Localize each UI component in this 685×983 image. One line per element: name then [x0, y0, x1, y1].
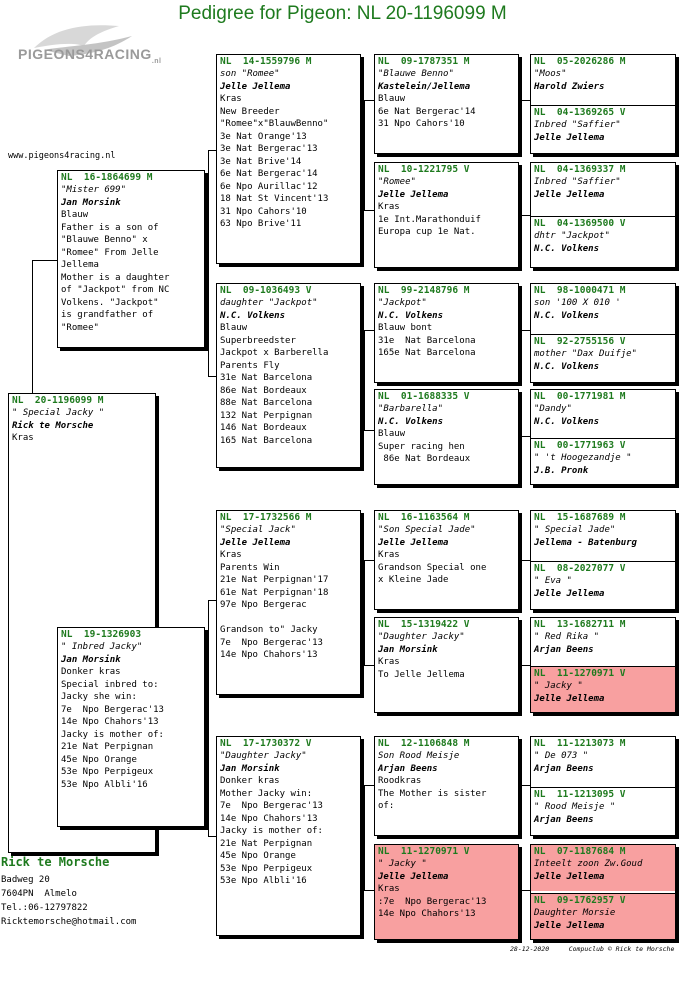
connector-line	[208, 150, 216, 151]
info-line: "Romee"	[61, 322, 99, 333]
owner-name: Arjan Beens	[534, 814, 594, 825]
ancestor-pair-card[interactable]	[530, 283, 676, 383]
info-line: Volkens. "Jackpot"	[61, 297, 159, 308]
ring-number: NL 17-1730372 V	[220, 738, 312, 749]
owner-name: Harold Zwiers	[534, 81, 605, 92]
pigeon-name: "Moos"	[534, 69, 567, 79]
info-line: Jacky is mother of:	[61, 729, 164, 740]
ring-number: NL 00-1771963 V	[534, 440, 626, 451]
info-line: Kras	[220, 550, 242, 560]
info-line: Superbreedster	[220, 335, 296, 346]
great-grandparent-card[interactable]	[374, 736, 519, 836]
pigeon-name: Inbred "Saffier"	[534, 120, 621, 130]
info-line: 21e Nat Perpignan'17	[220, 575, 329, 585]
info-line: Kras	[378, 550, 400, 560]
info-line: 14e Npo Chahors'13	[220, 650, 318, 660]
great-grandparent-card[interactable]	[374, 162, 519, 268]
great-grandparent-card[interactable]	[374, 617, 519, 713]
info-line: 165e Nat Barcelona	[378, 348, 476, 358]
owner-name: N.C. Volkens	[220, 310, 286, 321]
info-line: 7e Npo Bergerac'13	[220, 801, 323, 811]
info-line: Jellema	[61, 260, 99, 270]
owner-name: Jelle Jellema	[534, 693, 605, 704]
ring-number: NL 11-1270971 V	[378, 846, 470, 857]
info-line: Parents Fly	[220, 360, 280, 371]
info-line: Roodkras	[378, 776, 422, 786]
owner-name: Jan Morsink	[220, 763, 280, 774]
ancestor-entry[interactable]	[531, 105, 675, 153]
ancestor-pair-card[interactable]	[530, 736, 676, 836]
info-line: Mother is a daughter	[61, 272, 170, 283]
info-line: Blauw	[220, 323, 248, 333]
pigeon-name: "Daughter Jacky"	[378, 632, 465, 642]
ancestor-pair-card[interactable]	[530, 617, 676, 713]
pigeon-name: "Dandy"	[534, 404, 572, 414]
info-line: 21e Nat Perpignan	[61, 742, 154, 752]
connector-line	[208, 376, 216, 377]
pigeon-name: son "Romee"	[220, 69, 280, 79]
pigeon-name: " Red Rika "	[534, 632, 600, 642]
connector-line	[364, 785, 374, 786]
ring-number: NL 08-2027077 V	[534, 563, 626, 574]
great-grandparent-card[interactable]	[374, 389, 519, 485]
info-line: 21e Nat Perpignan	[220, 838, 313, 849]
info-line: 132 Nat Perpignan	[220, 410, 313, 421]
pigeon-name: "Son Special Jade"	[378, 525, 476, 535]
connector-line	[522, 436, 530, 437]
breeder-city: 7604PN Almelo	[1, 889, 77, 899]
great-grandparent-card[interactable]	[374, 283, 519, 383]
connector-line	[522, 890, 530, 891]
info-line: of:	[378, 801, 395, 811]
great-grandparent-card[interactable]	[374, 510, 519, 610]
connector-line	[522, 560, 530, 561]
ring-number: NL 01-1688335 V	[378, 391, 470, 402]
owner-name: N.C. Volkens	[534, 416, 600, 427]
owner-name: Jelle Jellema	[378, 537, 449, 548]
ancestor-pair-card[interactable]	[530, 389, 676, 485]
owner-name: Jelle Jellema	[534, 132, 605, 143]
info-line: 31e Nat Barcelona	[378, 335, 476, 346]
ring-number: NL 12-1106848 M	[378, 738, 470, 749]
info-line: Jackpot x Barberella	[220, 348, 329, 358]
connector-line	[208, 600, 209, 836]
info-line: Kras	[378, 202, 400, 212]
owner-name: Arjan Beens	[378, 763, 438, 774]
pigeon-name: "Mister 699"	[61, 185, 127, 195]
ring-number: NL 09-1036493 V	[220, 285, 312, 296]
info-line: Father is a son of	[61, 222, 159, 233]
ring-number: NL 15-1687689 M	[534, 512, 626, 523]
info-line: Super racing hen	[378, 441, 465, 452]
connector-line	[364, 560, 374, 561]
pigeon-name: " De 073 "	[534, 751, 589, 761]
owner-name: Jelle Jellema	[378, 871, 449, 882]
owner-name: N.C. Volkens	[378, 310, 444, 321]
ancestor-entry[interactable]	[531, 845, 675, 891]
connector-line	[32, 260, 33, 393]
ring-number: NL 11-1213095 V	[534, 789, 626, 800]
info-line: of "Jackpot" from NC	[61, 285, 170, 295]
connector-line	[364, 210, 374, 211]
ring-number: NL 11-1213073 M	[534, 738, 626, 749]
info-line: Kras	[378, 884, 400, 894]
info-line: 14e Npo Chahors'13	[378, 909, 476, 919]
ring-number: NL 16-1864699 M	[61, 172, 153, 183]
pigeon-name: " Special Jade"	[534, 525, 616, 535]
info-line: x Kleine Jade	[378, 575, 449, 585]
info-line: Blauw	[61, 210, 89, 220]
info-line: 3e Nat Brive'14	[220, 156, 302, 167]
info-line: Grandson Special one	[378, 562, 487, 573]
ancestor-entry[interactable]	[531, 561, 675, 609]
pigeon-name: Inbred "Saffier"	[534, 177, 621, 187]
info-line: 86e Nat Bordeaux	[220, 385, 307, 396]
owner-name: Jelle Jellema	[534, 588, 605, 599]
info-line: 31 Npo Cahors'10	[378, 119, 465, 129]
info-line: 45e Npo Orange	[61, 754, 137, 765]
ring-number: NL 17-1732566 M	[220, 512, 312, 523]
connector-line	[208, 150, 209, 376]
connector-line	[522, 330, 530, 331]
grandparent-card[interactable]	[216, 510, 361, 695]
pigeon-name: " Rood Meisje "	[534, 802, 616, 812]
ring-number: NL 15-1319422 V	[378, 619, 470, 630]
pigeon-name: "Romee"	[378, 177, 416, 187]
ancestor-pair-card[interactable]	[530, 54, 676, 154]
connector-line	[522, 785, 530, 786]
pigeon-name: Daughter Morsie	[534, 908, 616, 918]
info-line: 6e Nat Bergerac'14	[220, 169, 318, 179]
ring-number: NL 20-1196099 M	[12, 395, 104, 406]
info-line: Grandson to" Jacky	[220, 625, 318, 635]
connector-line	[208, 600, 216, 601]
ancestor-entry[interactable]	[531, 787, 675, 835]
connector-line	[364, 330, 365, 430]
pigeon-name: son '100 X 010 '	[534, 298, 621, 308]
ring-number: NL 19-1326903	[61, 629, 142, 640]
ring-number: NL 16-1163564 M	[378, 512, 470, 523]
ring-number: NL 11-1270971 V	[534, 668, 626, 679]
ancestor-pair-card[interactable]	[530, 510, 676, 610]
info-line: Kras	[220, 94, 242, 104]
ring-number: NL 04-1369265 V	[534, 107, 626, 118]
info-line: 3e Nat Orange'13	[220, 131, 307, 142]
ring-number: NL 00-1771981 M	[534, 391, 626, 402]
ring-number: NL 98-1000471 M	[534, 285, 626, 296]
info-line: 7e Npo Bergerac'13	[220, 637, 323, 648]
info-line: "Blauwe Benno" x	[61, 235, 148, 245]
owner-name: Rick te Morsche	[12, 420, 94, 431]
connector-line	[522, 215, 530, 216]
connector-line	[32, 260, 57, 261]
pigeon-name: "Special Jack"	[220, 525, 296, 535]
pigeon-name: "Daughter Jacky"	[220, 751, 307, 761]
pigeon-name: daughter "Jackpot"	[220, 298, 318, 308]
info-line: Blauw	[378, 94, 406, 104]
owner-name: J.B. Pronk	[534, 465, 589, 476]
ancestor-entry[interactable]	[531, 511, 675, 559]
ancestor-pair-card[interactable]	[530, 844, 676, 940]
ancestor-entry[interactable]	[531, 163, 675, 214]
breeder-phone: Tel.:06-12797822	[1, 903, 88, 913]
sire-card[interactable]	[57, 170, 205, 348]
owner-name: Jelle Jellema	[534, 920, 605, 931]
info-line: Jacky is mother of:	[220, 826, 323, 836]
pigeon-name: " Jacky "	[378, 859, 427, 869]
owner-name: Kastelein/Jellema	[378, 81, 471, 92]
info-line: 31e Nat Barcelona	[220, 373, 313, 383]
connector-line	[208, 836, 216, 837]
info-line: 14e Npo Chahors'13	[61, 717, 159, 727]
ancestor-entry[interactable]	[531, 618, 675, 664]
ring-number: NL 09-1762957 V	[534, 895, 626, 906]
info-line: "Romee"x"BlauwBenno"	[220, 119, 329, 129]
connector-line	[32, 853, 33, 854]
info-line: Blauw bont	[378, 323, 433, 333]
ring-number: NL 09-1787351 M	[378, 56, 470, 67]
ring-number: NL 05-2026286 M	[534, 56, 626, 67]
owner-name: N.C. Volkens	[378, 416, 444, 427]
info-line: Europa cup 1e Nat.	[378, 227, 476, 237]
info-line: Donker kras	[61, 667, 121, 677]
ancestor-entry[interactable]	[531, 438, 675, 484]
grandparent-card[interactable]	[216, 736, 361, 936]
info-line: 53e Npo Albli'16	[220, 876, 307, 886]
ring-number: NL 92-2755156 V	[534, 336, 626, 347]
dam-card[interactable]	[57, 627, 205, 827]
info-line: New Breeder	[220, 106, 280, 117]
connector-line	[364, 665, 374, 666]
owner-name: Jelle Jellema	[378, 189, 449, 200]
owner-name: Arjan Beens	[534, 763, 594, 774]
info-line: 7e Npo Bergerac'13	[61, 704, 164, 715]
info-line: "Romee" From Jelle	[61, 247, 159, 258]
owner-name: N.C. Volkens	[534, 361, 600, 372]
pigeon-name: mother "Dax Duifje"	[534, 349, 637, 359]
owner-name: Jelle Jellema	[220, 81, 291, 92]
owner-name: Jelle Jellema	[534, 871, 605, 882]
connector-line	[364, 100, 374, 101]
info-line: To Jelle Jellema	[378, 669, 465, 680]
owner-name: Jelle Jellema	[534, 189, 605, 200]
breeder-email[interactable]: Ricktemorsche@hotmail.com	[1, 917, 137, 927]
owner-name: Jan Morsink	[61, 197, 121, 208]
owner-name: Arjan Beens	[534, 644, 594, 655]
footer-credit: 28-12-2020 Compuclub © Rick te Morsche	[510, 945, 675, 953]
owner-name: Jan Morsink	[378, 644, 438, 655]
pigeon-name: Inteelt zoon Zw.Goud	[534, 859, 643, 869]
ancestor-entry[interactable]	[531, 737, 675, 785]
grandparent-card[interactable]	[216, 283, 361, 468]
owner-name: Jan Morsink	[61, 654, 121, 665]
info-line: 1e Int.Marathonduif	[378, 214, 481, 225]
info-line: is grandfather of	[61, 310, 154, 320]
pigeon-name: "Barbarella"	[378, 404, 444, 414]
ring-number: NL 14-1559796 M	[220, 56, 312, 67]
ancestor-entry[interactable]	[531, 893, 675, 939]
connector-line	[364, 890, 374, 891]
info-line: 18 Nat St Vincent'13	[220, 194, 329, 204]
pigeon-name: " Special Jacky "	[12, 408, 105, 418]
breeder-name: Rick te Morsche	[1, 855, 110, 869]
info-line: 97e Npo Bergerac	[220, 600, 307, 610]
info-line: 165 Nat Barcelona	[220, 435, 313, 446]
connector-line	[364, 330, 374, 331]
info-line: Jacky she win:	[61, 692, 137, 702]
pigeon-name: dhtr "Jackpot"	[534, 231, 610, 241]
logo-text: $PIGEONS4RACING_{.nl}$	[18, 46, 162, 65]
pigeon-name: "Jackpot"	[378, 298, 427, 308]
connector-line	[522, 665, 530, 666]
connector-line	[364, 100, 365, 210]
info-line: Special inbred to:	[61, 679, 159, 690]
pigeon-name: " Inbred Jacky"	[61, 642, 143, 652]
info-line: 53e Npo Perpigeux	[220, 863, 313, 874]
ancestor-entry[interactable]	[531, 55, 675, 103]
connector-line	[364, 785, 365, 890]
connector-line	[364, 430, 374, 431]
info-line: 14e Npo Chahors'13	[220, 813, 318, 824]
info-line: 53e Npo Albli'16	[61, 779, 148, 790]
info-line: 86e Nat Bordeaux	[378, 454, 471, 464]
info-line: Mother Jacky win:	[220, 788, 313, 799]
ancestor-entry[interactable]	[531, 334, 675, 382]
ancestor-entry[interactable]	[531, 390, 675, 436]
owner-name: Jellema - Batenburg	[534, 537, 637, 548]
info-line: Parents Win	[220, 562, 280, 573]
info-line: The Mother is sister	[378, 788, 487, 799]
ancestor-entry[interactable]	[531, 284, 675, 332]
ring-number: NL 04-1369500 V	[534, 218, 626, 229]
owner-name: N.C. Volkens	[534, 310, 600, 321]
grandparent-card[interactable]	[216, 54, 361, 264]
ancestor-pair-card[interactable]	[530, 162, 676, 268]
owner-name: Jelle Jellema	[220, 537, 291, 548]
great-grandparent-card[interactable]	[374, 844, 519, 940]
connector-line	[364, 560, 365, 665]
info-line: 146 Nat Bordeaux	[220, 423, 307, 433]
info-line: :7e Npo Bergerac'13	[378, 896, 487, 907]
connector-line	[522, 100, 530, 101]
breeder-info	[1, 855, 136, 929]
pigeon-name: " 't Hoogezandje "	[534, 453, 632, 463]
ring-number: NL 07-1187684 M	[534, 846, 626, 857]
info-line: Kras	[12, 433, 34, 443]
info-line: 63 Npo Brive'11	[220, 219, 302, 229]
ring-number: NL 99-2148796 M	[378, 285, 470, 296]
info-line: Blauw	[378, 429, 406, 439]
info-line: 3e Nat Bergerac'13	[220, 144, 318, 154]
info-line: Kras	[378, 657, 400, 667]
info-line: 88e Nat Barcelona	[220, 398, 313, 408]
pigeon-name: " Eva "	[534, 576, 572, 586]
owner-name: N.C. Volkens	[534, 243, 600, 254]
info-line: 6e Npo Aurillac'12	[220, 181, 318, 192]
info-line: 6e Nat Bergerac'14	[378, 106, 476, 117]
breeder-street: Badweg 20	[1, 875, 50, 885]
page-title: Pedigree for Pigeon: NL 20-1196099 M	[178, 3, 507, 24]
great-grandparent-card[interactable]	[374, 54, 519, 154]
info-line	[220, 612, 357, 625]
info-line: 45e Npo Orange	[220, 851, 296, 861]
pigeon-name: " Jacky "	[534, 681, 583, 691]
info-line: 31 Npo Cahors'10	[220, 206, 307, 217]
pigeon-name: Son Rood Meisje	[378, 751, 460, 761]
ring-number: NL 04-1369337 M	[534, 164, 626, 175]
info-line: 53e Npo Perpigeux	[61, 767, 154, 777]
website-link[interactable]: www.pigeons4racing.nl	[8, 151, 116, 161]
pigeon-name: "Blauwe Benno"	[378, 69, 454, 79]
info-line: 61e Nat Perpignan'18	[220, 587, 329, 598]
ancestor-entry[interactable]	[531, 666, 675, 712]
ring-number: NL 10-1221795 V	[378, 164, 470, 175]
ring-number: NL 13-1682711 M	[534, 619, 626, 630]
info-line: Donker kras	[220, 776, 280, 786]
ancestor-entry[interactable]	[531, 216, 675, 267]
